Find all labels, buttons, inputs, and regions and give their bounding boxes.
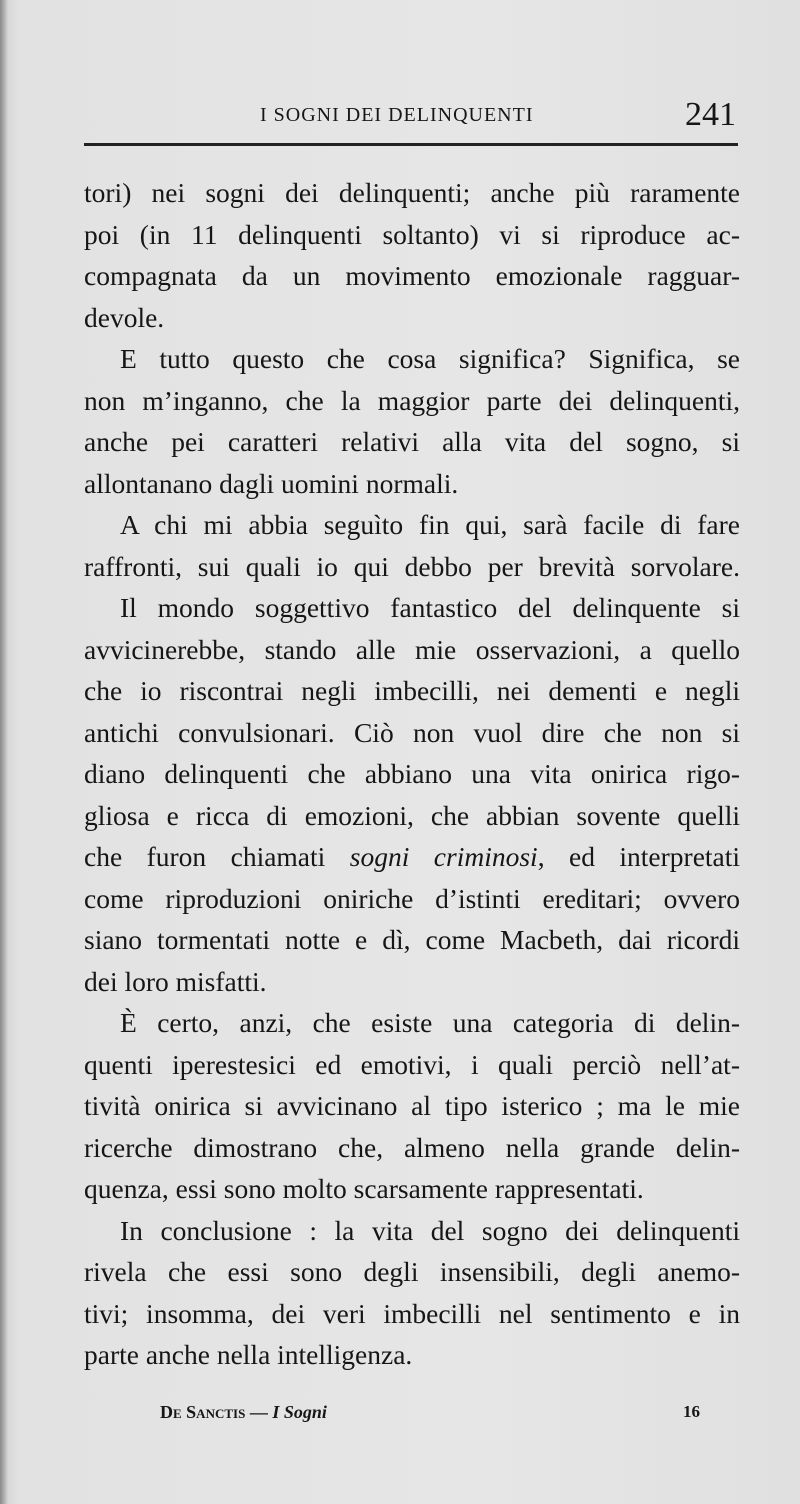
text-line: poi (in 11 delinquenti soltanto) vi si riproduce ac- [84, 218, 740, 250]
text-line: quenti iperestesici ed emotivi, i quali perciò nell’at- [84, 1048, 740, 1080]
text-line: tori) nei sogni dei delinquenti; anche più raramente [84, 177, 740, 208]
paragraph-start-line: È certo, anzi, che esiste una categoria di delin- [120, 1007, 740, 1038]
body-text [84, 172, 740, 1376]
paragraph-start-line: In conclusione : la vita del sogno dei delinquenti [120, 1214, 740, 1246]
running-title: I SOGNI DEI DELINQUENTI [260, 104, 534, 126]
text-line: diano delinquenti che abbiano una vita onirica rigo- [84, 758, 740, 789]
text-line: ricerche dimostrano che, almeno nella grande delin- [84, 1131, 740, 1163]
text-line: raffronti, sui quali io qui debbo per brevità sorvolare. [84, 550, 740, 582]
text-line: che io riscontrai negli imbecilli, nei dementi e negli [84, 675, 740, 706]
page-gutter-shadow [0, 0, 8, 1504]
printer-signature-mark: 16 [683, 1402, 700, 1421]
running-head [84, 98, 736, 138]
text-line: tività onirica si avvicinano al tipo isterico ; ma le mie [84, 1090, 740, 1121]
text-line: come riproduzioni oniriche d’istinti ereditari; ovvero [84, 882, 740, 914]
footer-author: De Sanctis [160, 1402, 246, 1422]
paragraph-start-line: E tutto questo che cosa significa? Significa, se [120, 343, 740, 374]
text-line: devole. [84, 301, 165, 333]
text-line: compagnata da un movimento emozionale ragguar- [84, 260, 740, 291]
text-line: dei loro misfatti. [84, 965, 267, 997]
page-footer [160, 1402, 700, 1430]
text-line: antichi convulsionari. Ciò non vuol dire che non si [84, 716, 740, 748]
text-segment: che furon chiamati [84, 841, 326, 872]
header-rule [84, 143, 738, 146]
text-line: tivi; insomma, dei veri imbecilli nel sentimento e in [84, 1297, 740, 1329]
text-line: avvicinerebbe, stando alle mie osservazioni, a quello [84, 633, 740, 665]
text-line: siano tormentati notte e dì, come Macbeth, dai ricordi [84, 924, 740, 955]
text-line: non m’inganno, che la maggior parte dei delinquenti, [84, 384, 740, 416]
text-line: anche pei caratteri relativi alla vita del sogno, si [84, 426, 740, 457]
page-number: 241 [685, 96, 736, 133]
footer-dash: — [249, 1402, 268, 1422]
footer-book-title: I Sogni [272, 1402, 327, 1422]
footer-attribution [160, 1402, 327, 1423]
text-line: parte anche nella intelligenza. [84, 1339, 413, 1370]
text-line-with-italic [84, 836, 740, 878]
text-line: quenza, essi sono molto scarsamente rappresentati. [84, 1173, 644, 1204]
italic-phrase: sogni criminosi [349, 841, 538, 872]
text-line: allontanano dagli uomini normali. [84, 467, 459, 499]
paragraph-start-line: A chi mi abbia seguìto fin qui, sarà facile di fare [120, 509, 740, 540]
text-line: rivela che essi sono degli insensibili, degli anemo- [84, 1256, 740, 1287]
text-line: gliosa e ricca di emozioni, che abbian sovente quelli [84, 799, 740, 831]
text-segment: , ed interpretati [537, 841, 741, 872]
paragraph-start-line: Il mondo soggettivo fantastico del delinquente si [120, 592, 740, 623]
